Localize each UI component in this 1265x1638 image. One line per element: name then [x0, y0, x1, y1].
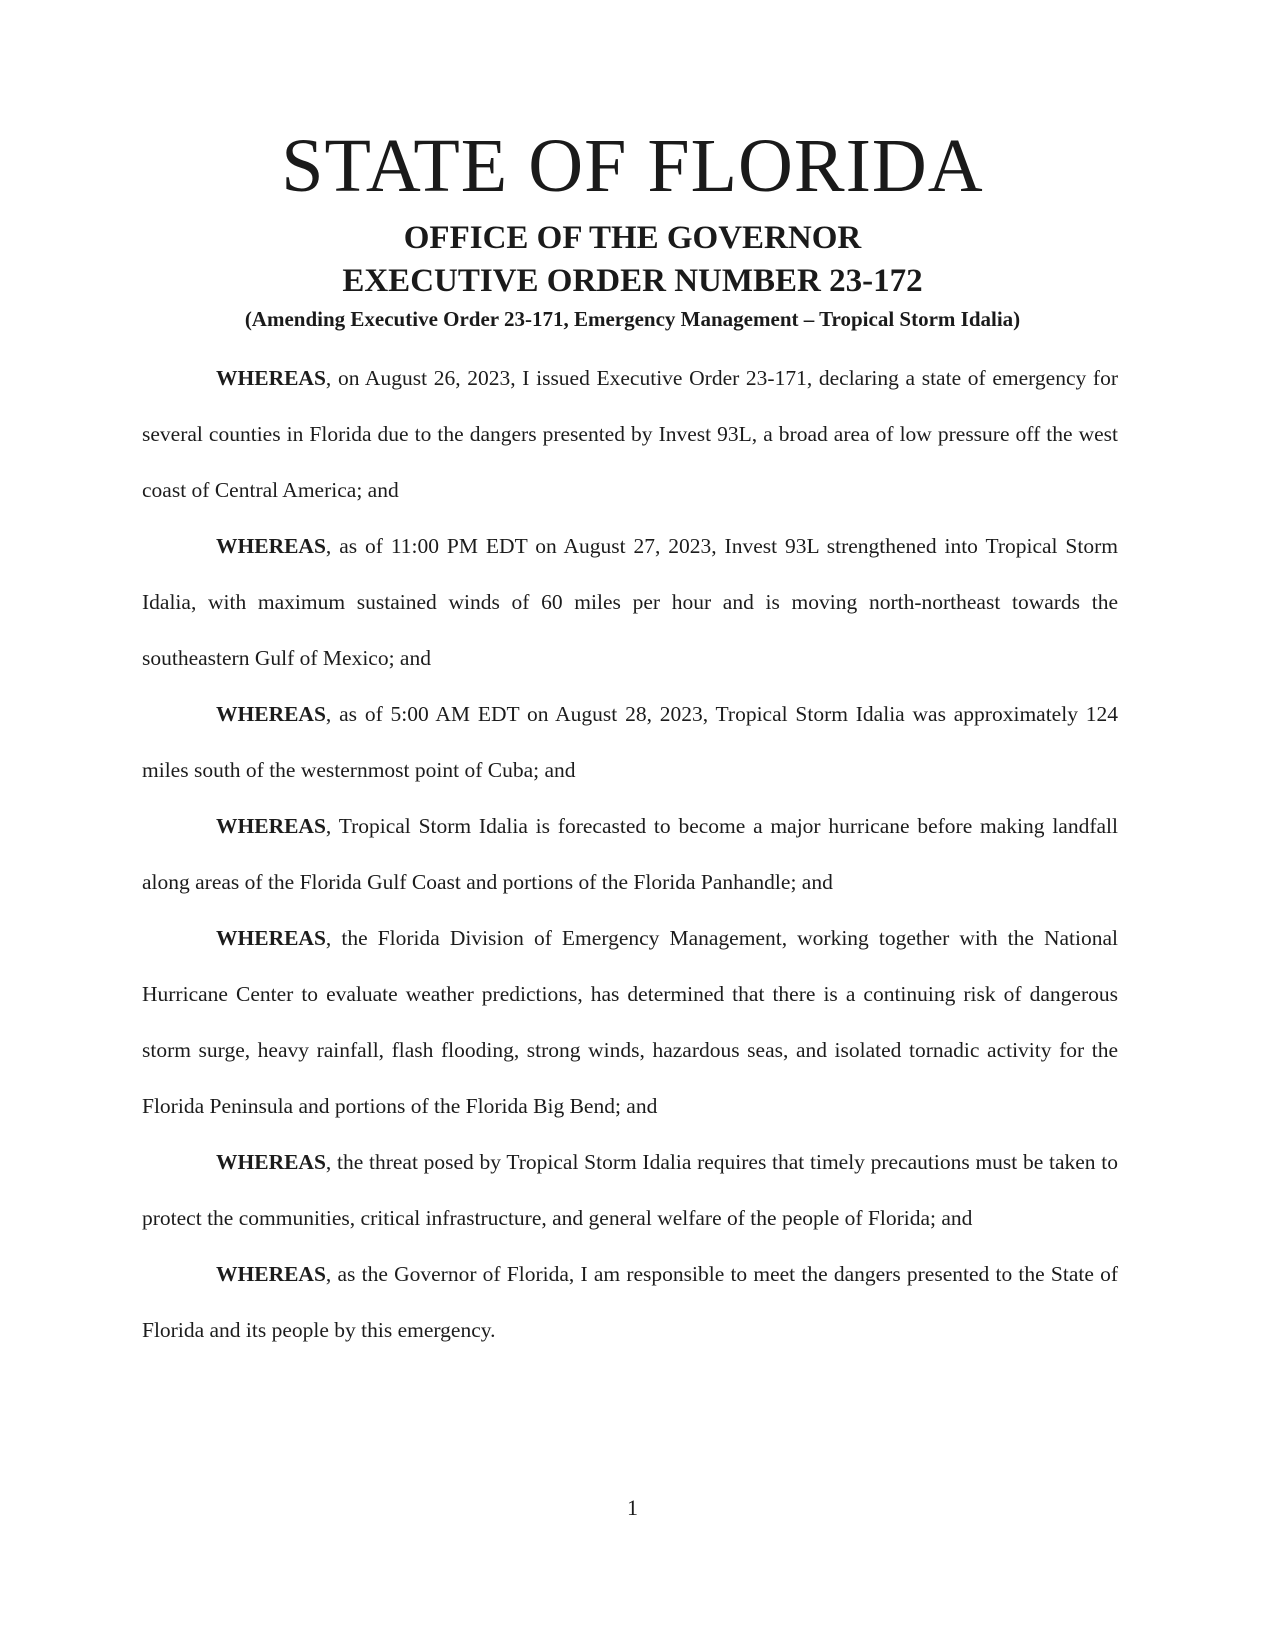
- order-body: [142, 350, 1118, 1358]
- whereas-paragraph-3: [142, 686, 1118, 798]
- whereas-lead: WHEREAS: [216, 366, 326, 390]
- whereas-lead: WHEREAS: [216, 1262, 326, 1286]
- whereas-paragraph-7: [142, 1246, 1118, 1358]
- whereas-paragraph-5: [142, 910, 1118, 1134]
- paragraph-text: , as of 11:00 PM EDT on August 27, 2023, Invest 93L strengthened into Tropical Storm Idalia, with maximum sustained winds of 60 miles per hour and is moving north-northeast towards the southeastern Gulf of Mexico; and: [142, 534, 1118, 670]
- whereas-lead: WHEREAS: [216, 534, 326, 558]
- whereas-paragraph-6: [142, 1134, 1118, 1246]
- paragraph-text: , on August 26, 2023, I issued Executive Order 23-171, declaring a state of emergency for several counties in Florida due to the dangers presented by Invest 93L, a broad area of low pressure off the west coast of Central America; and: [142, 366, 1118, 502]
- whereas-paragraph-1: [142, 350, 1118, 518]
- whereas-paragraph-2: [142, 518, 1118, 686]
- whereas-lead: WHEREAS: [216, 702, 326, 726]
- page-number: 1: [627, 1495, 638, 1520]
- paragraph-text: , Tropical Storm Idalia is forecasted to become a major hurricane before making landfall along areas of the Florida Gulf Coast and portions of the Florida Panhandle; and: [142, 814, 1118, 894]
- state-title: STATE OF FLORIDA: [281, 124, 984, 208]
- whereas-lead: WHEREAS: [216, 814, 326, 838]
- amending-subtitle: (Amending Executive Order 23-171, Emergency Management – Tropical Storm Idalia): [244, 307, 1021, 331]
- whereas-lead: WHEREAS: [216, 1150, 326, 1174]
- executive-order-number: EXECUTIVE ORDER NUMBER 23-172: [342, 263, 923, 299]
- paragraph-text: , the Florida Division of Emergency Management, working together with the National Hurricane Center to evaluate weather predictions, has determined that there is a continuing risk of dangerous storm surge, heavy rainfall, flash flooding, strong winds, hazardous seas, and isolated tornadic activity for the Florida Peninsula and portions of the Florida Big Bend; and: [142, 926, 1118, 1118]
- paragraph-text: , as of 5:00 AM EDT on August 28, 2023, Tropical Storm Idalia was approximately 124 miles south of the westernmost point of Cuba; and: [142, 702, 1118, 782]
- office-heading: OFFICE OF THE GOVERNOR: [403, 220, 862, 256]
- paragraph-text: , the threat posed by Tropical Storm Idalia requires that timely precautions must be taken to protect the communities, critical infrastructure, and general welfare of the people of Florida; and: [142, 1150, 1118, 1230]
- paragraph-text: , as the Governor of Florida, I am responsible to meet the dangers presented to the State of Florida and its people by this emergency.: [142, 1262, 1118, 1342]
- whereas-paragraph-4: [142, 798, 1118, 910]
- whereas-lead: WHEREAS: [216, 926, 326, 950]
